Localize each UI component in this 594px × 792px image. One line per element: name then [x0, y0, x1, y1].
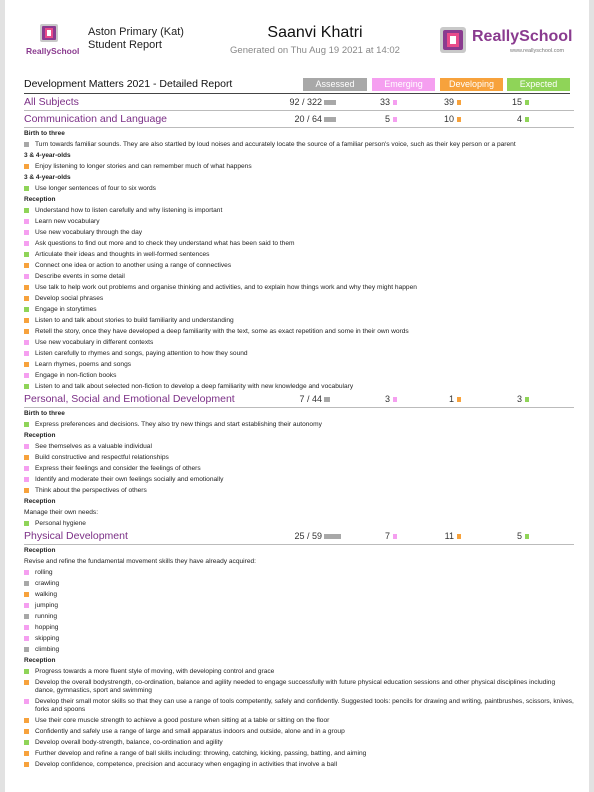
list-item [24, 293, 574, 304]
expected-status-marker [24, 669, 29, 674]
item-text: climbing [35, 645, 60, 653]
list-item [24, 249, 574, 260]
item-text: Engage in non-fiction books [35, 371, 117, 379]
developing-count: 1 [448, 394, 454, 404]
group-label: Reception [24, 196, 56, 203]
emerging-status-marker [24, 570, 29, 575]
list-item [24, 567, 574, 578]
list-item [24, 419, 574, 430]
item-text: Develop their small motor skills so that they can use a range of tools competently, safely and confidently. Suggested tools: pencils for drawing and writing, paintbrushes, scissors, knives, forks and spoons [35, 697, 574, 713]
student-name: Saanvi Khatri [267, 24, 363, 41]
list-item [24, 304, 574, 315]
list-item [24, 227, 574, 238]
assessed-count: 25 / 59 [294, 531, 322, 541]
emerging-count: 3 [384, 394, 390, 404]
developing-status-marker [24, 680, 29, 685]
section-header [24, 112, 574, 128]
developing-status-marker [24, 488, 29, 493]
expected-status-marker [24, 307, 29, 312]
report-type: Student Report [88, 39, 162, 51]
list-item [24, 748, 574, 759]
list-item [24, 633, 574, 644]
list-item [24, 737, 574, 748]
list-item [24, 161, 574, 172]
emerging-status-marker [24, 699, 29, 704]
expected-count: 5 [516, 531, 522, 541]
emerging-status-marker [24, 466, 29, 471]
emerging-count: 33 [379, 97, 390, 107]
developing-status-marker [24, 362, 29, 367]
logo-wordmark: ReallySchool [26, 46, 80, 56]
developing-marker [457, 100, 461, 105]
list-item [24, 238, 574, 249]
list-item [24, 441, 574, 452]
emerging-status-marker [24, 230, 29, 235]
section-title: Personal, Social and Emotional Development [24, 393, 235, 405]
assessed-count: 7 / 44 [299, 394, 322, 404]
list-item [24, 644, 574, 655]
item-text: Articulate their ideas and thoughts in well-formed sentences [35, 250, 210, 258]
item-text: Personal hygiene [35, 519, 86, 527]
item-text: rolling [35, 568, 53, 576]
group-label: Birth to three [24, 410, 65, 417]
expected-status-marker [24, 208, 29, 213]
assessed-bar [324, 397, 330, 402]
list-item [24, 600, 574, 611]
developing-status-marker [24, 751, 29, 756]
item-text: Understand how to listen carefully and why listening is important [35, 206, 223, 214]
emerging-status-marker [24, 351, 29, 356]
item-text: hopping [35, 623, 59, 631]
list-item [24, 370, 574, 381]
list-item [24, 666, 574, 677]
list-item [24, 696, 574, 715]
list-item [24, 518, 574, 529]
item-text: Identify and moderate their own feelings socially and emotionally [35, 475, 224, 483]
list-item [24, 282, 574, 293]
list-item [24, 381, 574, 392]
group-label: Reception [24, 432, 56, 439]
assessed-bar [324, 100, 336, 105]
emerging-marker [393, 534, 397, 539]
list-item [24, 589, 574, 600]
item-text: Use new vocabulary in different contexts [35, 338, 154, 346]
emerging-status-marker [24, 603, 29, 608]
list-item [24, 348, 574, 359]
developing-count: 10 [443, 114, 454, 124]
item-text: Describe events in some detail [35, 272, 125, 280]
emerging-status-marker [24, 241, 29, 246]
assessed-bar [324, 534, 341, 539]
emerging-count: 5 [384, 114, 390, 124]
developing-status-marker [24, 762, 29, 767]
list-item [24, 271, 574, 282]
list-item [24, 359, 574, 370]
logo-wordmark: ReallySchool [472, 28, 573, 45]
list-item [24, 578, 574, 589]
list-item [24, 485, 574, 496]
list-item [24, 139, 574, 150]
expected-status-marker [24, 521, 29, 526]
item-text: Develop social phrases [35, 294, 104, 302]
emerging-status-marker [24, 274, 29, 279]
legend-developing: Developing [440, 78, 503, 91]
list-item [24, 474, 574, 485]
expected-status-marker [24, 252, 29, 257]
section-title: All Subjects [24, 96, 79, 108]
item-text: Ask questions to find out more and to check they understand what has been said to them [35, 239, 295, 247]
group-label: Reception [24, 547, 56, 554]
item-text: Listen carefully to rhymes and songs, paying attention to how they sound [35, 349, 248, 357]
item-text: running [35, 612, 57, 620]
emerging-count: 7 [384, 531, 390, 541]
developing-status-marker [24, 592, 29, 597]
developing-status-marker [24, 718, 29, 723]
developing-status-marker [24, 263, 29, 268]
item-text: skipping [35, 634, 60, 642]
assessed-count: 20 / 64 [294, 114, 322, 124]
item-text: Retell the story, once they have developed a deep familiarity with the text, some as exact repetition and some in their own words [35, 327, 409, 335]
developing-status-marker [24, 455, 29, 460]
emerging-marker [393, 117, 397, 122]
assessed-status-marker [24, 581, 29, 586]
list-item [24, 260, 574, 271]
emerging-status-marker [24, 444, 29, 449]
emerging-marker [393, 397, 397, 402]
item-text: Build constructive and respectful relationships [35, 453, 169, 461]
expected-status-marker [24, 384, 29, 389]
list-item [24, 216, 574, 227]
developing-status-marker [24, 729, 29, 734]
developing-count: 11 [444, 531, 454, 541]
developing-marker [457, 117, 461, 122]
left-edge [0, 0, 5, 792]
section-header [24, 529, 574, 545]
item-text: walking [35, 590, 57, 598]
item-text: Use talk to help work out problems and organise thinking and activities, and to explain how things work and why they might happen [35, 283, 417, 291]
list-item [24, 326, 574, 337]
title-divider [24, 93, 570, 94]
item-text: Develop overall body-strength, balance, co-ordination and agility [35, 738, 223, 746]
school-name: Aston Primary (Kat) [88, 26, 184, 38]
book-icon [438, 24, 472, 56]
expected-status-marker [24, 422, 29, 427]
item-text: Express their feelings and consider the feelings of others [35, 464, 201, 472]
list-item [24, 205, 574, 216]
developing-marker [457, 534, 461, 539]
generated-date: Generated on Thu Aug 19 2021 at 14:02 [230, 45, 400, 56]
item-text: crawling [35, 579, 60, 587]
item-text: Progress towards a more fluent style of moving, with developing control and grace [35, 667, 275, 675]
expected-marker [525, 100, 529, 105]
item-text: Learn new vocabulary [35, 217, 100, 225]
expected-count: 3 [516, 394, 522, 404]
list-item [24, 759, 574, 770]
list-item [24, 337, 574, 348]
list-item [24, 677, 574, 696]
list-item [24, 452, 574, 463]
item-text: Learn rhymes, poems and songs [35, 360, 132, 368]
developing-status-marker [24, 296, 29, 301]
book-icon [26, 22, 74, 46]
emerging-status-marker [24, 373, 29, 378]
emerging-marker [393, 100, 397, 105]
developing-count: 39 [443, 97, 454, 107]
section-title: Communication and Language [24, 113, 168, 125]
developing-marker [457, 397, 461, 402]
section-header [24, 392, 574, 408]
item-text: Think about the perspectives of others [35, 486, 147, 494]
developing-status-marker [24, 164, 29, 169]
item-text: Use their core muscle strength to achieve a good posture when sitting at a table or sitting on the floor [35, 716, 330, 724]
developing-status-marker [24, 285, 29, 290]
group-label: Revise and refine the fundamental movement skills they have already acquired: [24, 558, 257, 565]
expected-status-marker [24, 740, 29, 745]
item-text: See themselves as a valuable individual [35, 442, 152, 450]
assessed-status-marker [24, 647, 29, 652]
legend-emerging: Emerging [372, 78, 435, 91]
expected-marker [525, 534, 529, 539]
item-text: Enjoy listening to longer stories and can remember much of what happens [35, 162, 252, 170]
developing-status-marker [24, 329, 29, 334]
item-text: jumping [35, 601, 59, 609]
assessed-bar [324, 117, 336, 122]
item-text: Turn towards familiar sounds. They are also startled by loud noises and accurately locate the source of a familiar person's voice, such as their key person or a parent [35, 140, 516, 148]
assessed-count: 92 / 322 [289, 97, 322, 107]
section-title: Physical Development [24, 530, 128, 542]
section-header [24, 95, 574, 111]
emerging-status-marker [24, 340, 29, 345]
list-item [24, 622, 574, 633]
list-item [24, 611, 574, 622]
list-item [24, 315, 574, 326]
legend-expected: Expected [507, 78, 570, 91]
group-label: Manage their own needs: [24, 509, 99, 516]
legend-assessed: Assessed [303, 78, 367, 91]
expected-marker [525, 117, 529, 122]
assessed-status-marker [24, 142, 29, 147]
group-label: Reception [24, 498, 56, 505]
item-text: Use longer sentences of four to six words [35, 184, 156, 192]
item-text: Confidently and safely use a range of large and small apparatus indoors and outside, alone and in a group [35, 727, 345, 735]
right-edge [589, 0, 594, 792]
list-item [24, 463, 574, 474]
expected-count: 4 [516, 114, 522, 124]
developing-status-marker [24, 318, 29, 323]
report-content [24, 95, 574, 770]
expected-marker [525, 397, 529, 402]
emerging-status-marker [24, 625, 29, 630]
report-title: Development Matters 2021 - Detailed Report [24, 78, 233, 90]
emerging-status-marker [24, 477, 29, 482]
item-text: Develop the overall bodystrength, co-ordination, balance and agility needed to engage successfully with future physical education sessions and other physical disciplines including dance, gymnastics, sport and swimming [35, 678, 556, 694]
list-item [24, 715, 574, 726]
item-text: Express preferences and decisions. They also try new things and start establishing their autonomy [35, 420, 322, 428]
item-text: Connect one idea or action to another using a range of connectives [35, 261, 232, 269]
item-text: Use new vocabulary through the day [35, 228, 143, 236]
expected-status-marker [24, 186, 29, 191]
group-label: Birth to three [24, 130, 65, 137]
item-text: Listen to and talk about stories to build familiarity and understanding [35, 316, 234, 324]
group-label: 3 & 4-year-olds [24, 152, 71, 159]
group-label: Reception [24, 657, 56, 664]
reallyschool-logo-large [438, 24, 578, 60]
list-item [24, 726, 574, 737]
item-text: Listen to and talk about selected non-fiction to develop a deep familiarity with new knowledge and vocabulary [35, 382, 354, 390]
assessed-status-marker [24, 614, 29, 619]
item-text: Develop confidence, competence, precision and accuracy when engaging in activities that involve a ball [35, 760, 338, 768]
item-text: Further develop and refine a range of ball skills including: throwing, catching, kicking, passing, batting, and aiming [35, 749, 367, 757]
emerging-status-marker [24, 636, 29, 641]
expected-count: 15 [511, 97, 522, 107]
reallyschool-logo-small [26, 22, 80, 58]
list-item [24, 183, 574, 194]
group-label: 3 & 4-year-olds [24, 174, 71, 181]
emerging-status-marker [24, 219, 29, 224]
logo-url: www.reallyschool.com [510, 48, 565, 54]
item-text: Engage in storytimes [35, 305, 97, 313]
